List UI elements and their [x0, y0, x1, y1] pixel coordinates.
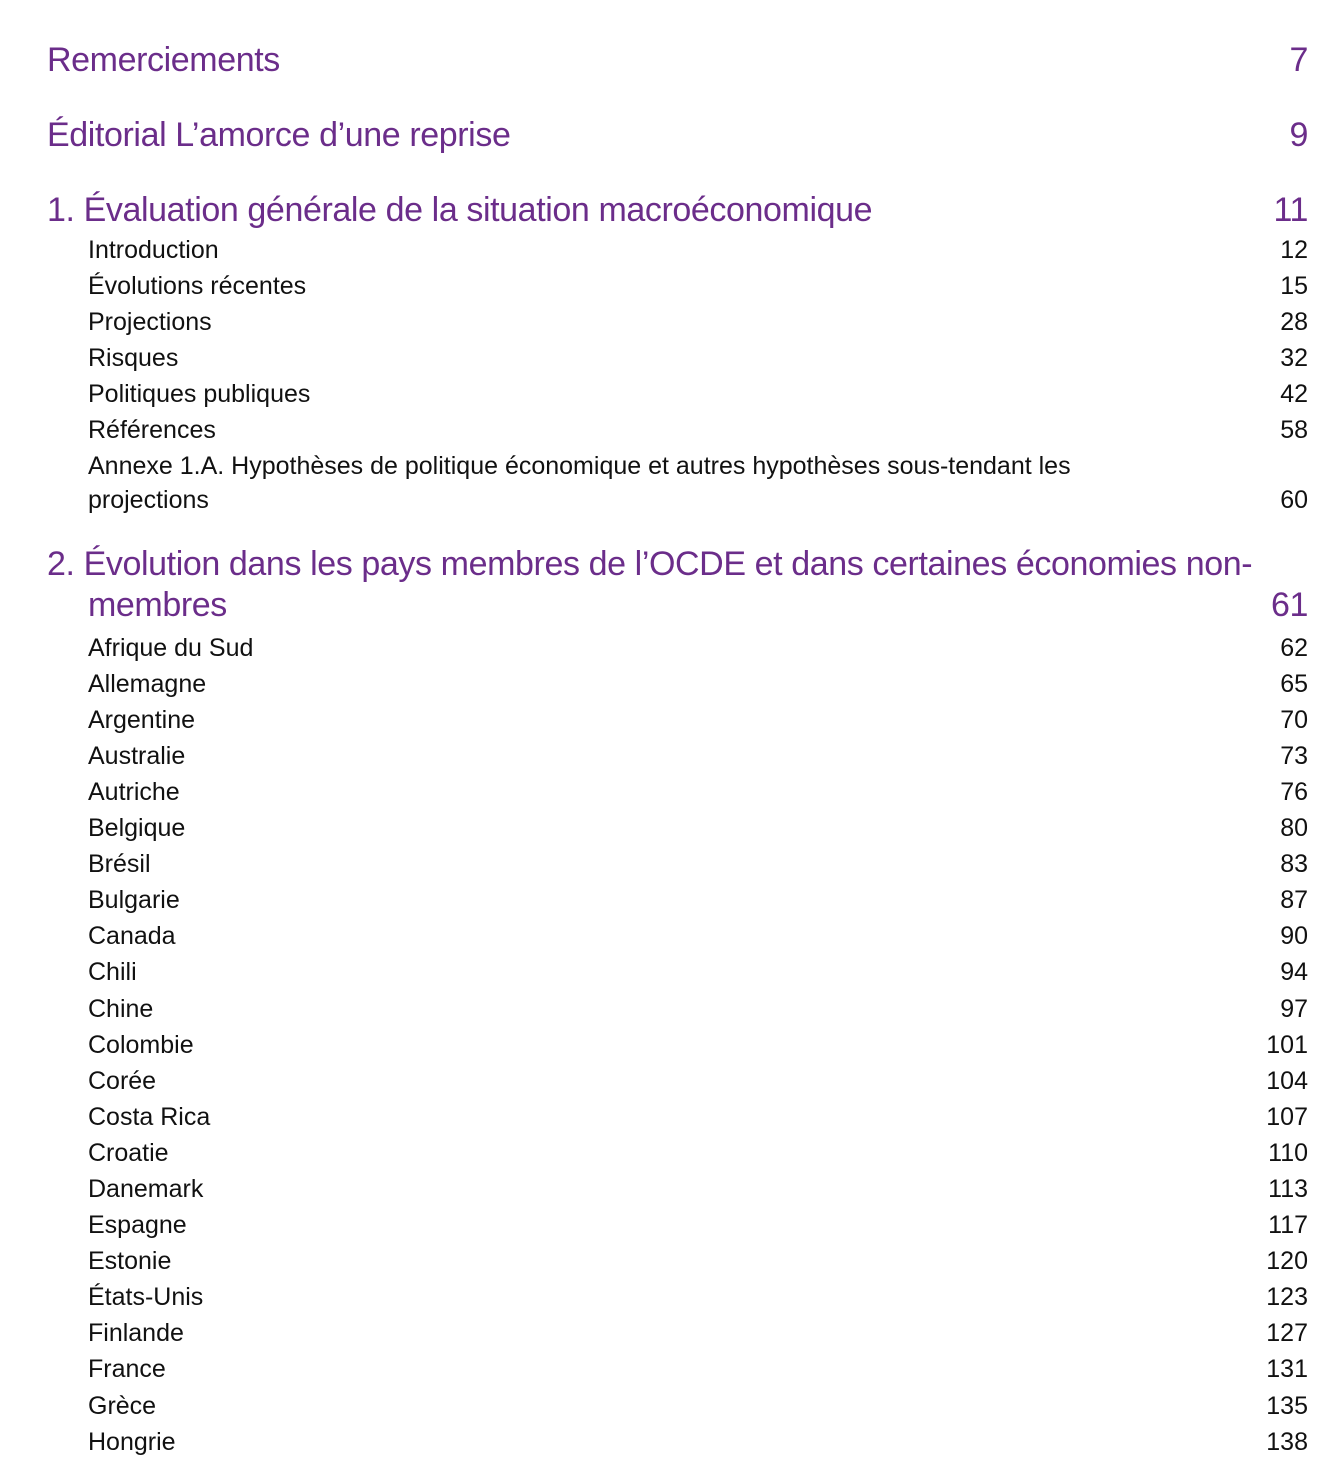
toc-entry-title: Projections: [88, 308, 212, 337]
toc-entry-editorial[interactable]: [47, 115, 1308, 155]
toc-entry[interactable]: [47, 1207, 1308, 1243]
toc-entry-page: 80: [1280, 814, 1308, 843]
toc-entry[interactable]: [47, 304, 1308, 340]
toc-annex-page: 60: [1280, 485, 1308, 514]
toc-entry[interactable]: [47, 376, 1308, 412]
toc-annex-title-line2: projections: [88, 485, 209, 514]
toc-entry-page: 110: [1268, 1138, 1308, 1167]
toc-entry-page: 65: [1280, 669, 1308, 698]
toc-entry[interactable]: [47, 882, 1308, 918]
toc-entry-title: Grèce: [88, 1391, 157, 1420]
toc-entry[interactable]: [47, 954, 1308, 990]
toc-entry-page: 32: [1280, 344, 1308, 373]
toc-entry-page: 104: [1266, 1066, 1308, 1095]
toc-chapter-page: 61: [1270, 585, 1308, 624]
table-of-contents: [47, 40, 1308, 1460]
toc-entry-page: 7: [1289, 41, 1308, 79]
toc-entry-page: 15: [1280, 272, 1308, 301]
toc-entry[interactable]: [47, 991, 1308, 1027]
toc-entry[interactable]: [47, 1351, 1308, 1387]
toc-entry[interactable]: [47, 1388, 1308, 1424]
toc-entry-page: 117: [1268, 1211, 1308, 1240]
toc-entry[interactable]: [47, 774, 1308, 810]
toc-entry-title: Costa Rica: [88, 1102, 211, 1131]
toc-entry-title: Finlande: [88, 1319, 184, 1348]
toc-entry[interactable]: [47, 702, 1308, 738]
toc-entry-title: Risques: [88, 344, 179, 373]
toc-chapter-2[interactable]: [47, 544, 1308, 626]
toc-entry-page: 76: [1280, 777, 1308, 806]
toc-entry[interactable]: [47, 1243, 1308, 1279]
toc-entry-page: 113: [1268, 1174, 1308, 1203]
toc-entry-page: 135: [1266, 1391, 1308, 1420]
toc-entry-title: Hongrie: [88, 1427, 176, 1456]
toc-entry-page: 12: [1280, 236, 1308, 264]
toc-entry[interactable]: [47, 232, 1308, 268]
toc-entry[interactable]: [47, 412, 1308, 448]
toc-entry-page: 87: [1280, 886, 1308, 915]
toc-entry-title: Canada: [88, 922, 176, 951]
toc-entry[interactable]: [47, 810, 1308, 846]
toc-entry-page: 131: [1266, 1355, 1308, 1384]
toc-entry-page: 83: [1280, 850, 1308, 879]
toc-entry[interactable]: [47, 1027, 1308, 1063]
toc-entry-title: Estonie: [88, 1247, 172, 1276]
toc-chapter-1-items: [47, 232, 1308, 449]
toc-entry[interactable]: [47, 918, 1308, 954]
toc-entry-page: 123: [1266, 1283, 1308, 1312]
toc-entry-page: 138: [1266, 1427, 1308, 1456]
toc-entry-title: États-Unis: [88, 1283, 204, 1312]
toc-entry[interactable]: [47, 268, 1308, 304]
toc-entry-page: 90: [1280, 922, 1308, 951]
toc-entry-title: Chili: [88, 958, 137, 987]
toc-entry[interactable]: [47, 1171, 1308, 1207]
toc-entry-annex-1a[interactable]: [47, 449, 1308, 517]
toc-entry[interactable]: [47, 1135, 1308, 1171]
toc-entry-page: 9: [1289, 116, 1308, 154]
toc-entry-page: 42: [1280, 380, 1308, 409]
toc-annex-title-line1: Annexe 1.A. Hypothèses de politique économique et autres hypothèses sous-tendant les: [88, 451, 1071, 480]
toc-entry[interactable]: [47, 1315, 1308, 1351]
toc-chapter-1[interactable]: [47, 190, 1308, 230]
toc-entry-page: 28: [1280, 308, 1308, 337]
toc-chapter-title-line2: membres: [88, 585, 227, 624]
toc-entry-title: Belgique: [88, 814, 186, 843]
toc-entry-page: 127: [1266, 1319, 1308, 1348]
toc-entry[interactable]: [47, 738, 1308, 774]
toc-entry-page: 62: [1280, 633, 1308, 662]
toc-entry-page: 73: [1280, 741, 1308, 770]
toc-entry-title: Croatie: [88, 1138, 169, 1167]
toc-entry[interactable]: [47, 666, 1308, 702]
toc-entry-title: France: [88, 1355, 166, 1384]
toc-entry-page: 101: [1266, 1030, 1308, 1059]
toc-entry-title: Remerciements: [47, 41, 280, 79]
toc-entry[interactable]: [47, 630, 1308, 666]
toc-entry[interactable]: [47, 340, 1308, 376]
toc-entry[interactable]: [47, 1099, 1308, 1135]
toc-entry-title: Afrique du Sud: [88, 633, 254, 662]
toc-entry-title: Évolutions récentes: [88, 272, 307, 301]
toc-entry-page: 107: [1266, 1102, 1308, 1131]
toc-entry-title: Éditorial L’amorce d’une reprise: [47, 116, 511, 154]
toc-entry-title: Colombie: [88, 1030, 194, 1059]
toc-chapter-title-line1: 2. Évolution dans les pays membres de l’OCDE et dans certaines économies non-: [47, 544, 1253, 583]
toc-entry-page: 58: [1280, 416, 1308, 445]
toc-entry-title: Brésil: [88, 850, 151, 879]
toc-entry-title: Allemagne: [88, 669, 207, 698]
toc-entry-remerciements[interactable]: [47, 40, 1308, 80]
toc-entry-title: Danemark: [88, 1174, 204, 1203]
toc-chapter-2-items: [47, 630, 1308, 1460]
toc-entry-page: 70: [1280, 705, 1308, 734]
toc-entry-page: 97: [1280, 994, 1308, 1023]
toc-entry-title: Chine: [88, 994, 154, 1023]
toc-entry-page: 120: [1266, 1247, 1308, 1276]
toc-entry-title: Bulgarie: [88, 886, 180, 915]
toc-entry[interactable]: [47, 1279, 1308, 1315]
toc-entry-title: Références: [88, 416, 216, 445]
toc-entry-title: Argentine: [88, 705, 196, 734]
toc-entry-title: Corée: [88, 1066, 157, 1095]
toc-entry-title: Politiques publiques: [88, 380, 311, 409]
toc-entry[interactable]: [47, 1424, 1308, 1460]
toc-entry[interactable]: [47, 1063, 1308, 1099]
toc-entry-title: Autriche: [88, 777, 180, 806]
toc-entry-title: Introduction: [88, 236, 219, 264]
toc-chapter-title: 1. Évaluation générale de la situation macroéconomique: [47, 191, 873, 229]
toc-entry[interactable]: [47, 846, 1308, 882]
toc-entry-title: Australie: [88, 741, 186, 770]
toc-entry-title: Espagne: [88, 1211, 187, 1240]
toc-chapter-page: 11: [1273, 191, 1308, 229]
toc-entry-page: 94: [1280, 958, 1308, 987]
